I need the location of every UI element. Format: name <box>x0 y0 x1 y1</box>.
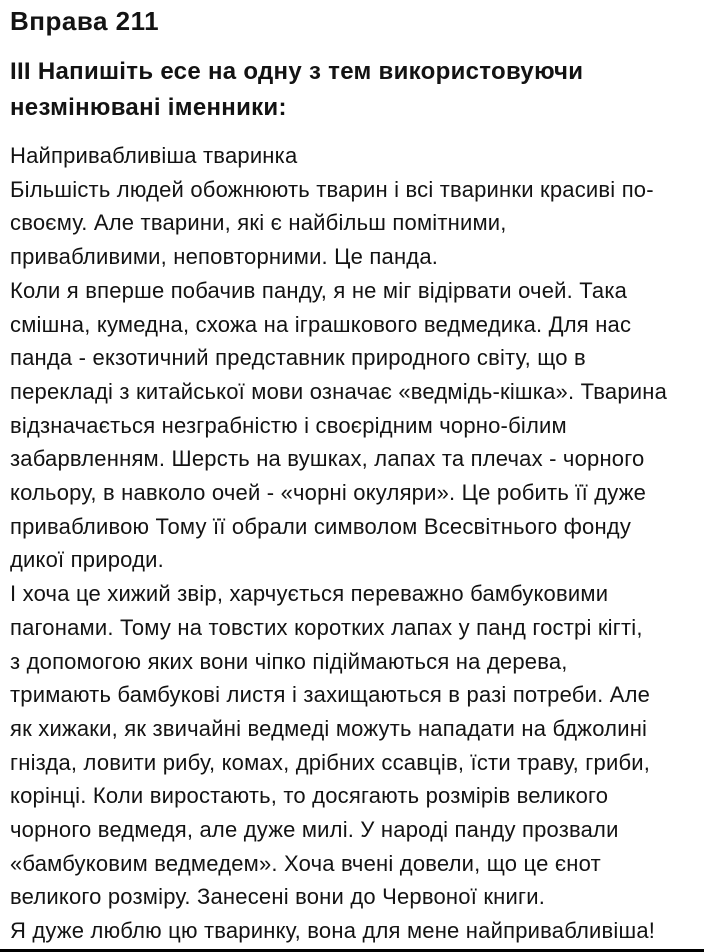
essay-line: І хоча це хижий звір, харчується переважно бамбуковими <box>10 581 609 607</box>
essay-lines <box>10 173 698 948</box>
essay-line: як хижаки, як звичайні ведмеді можуть нападати на бджолині <box>10 715 648 741</box>
exercise-title: Вправа 211 <box>10 6 160 36</box>
essay-line: привабливими, неповторними. Це панда. <box>10 244 439 270</box>
essay-line: Більшість людей обожнюють тварин і всі тваринки красиві по- <box>10 176 654 202</box>
essay-line: чорного ведмедя, але дуже милі. У народі панду прозвали <box>10 817 619 843</box>
essay-line: своєму. Але тварини, які є найбільш помітними, <box>10 210 507 236</box>
essay-line: панда - екзотичний представник природного світу, що в <box>10 345 586 371</box>
essay-line: кольору, в навколо очей - «чорні окуляри». Це робить її дуже <box>10 480 647 506</box>
essay-line: гнізда, ловити рибу, комах, дрібних ссавців, їсти траву, гриби, <box>10 749 651 775</box>
essay-line: відзначається незграбністю і своєрідним чорно-білим <box>10 412 567 438</box>
essay-line: привабливою Тому її обрали символом Всесвітнього фонду <box>10 513 632 539</box>
essay-line: Я дуже люблю цю тваринку, вона для мене найпривабливіша! <box>10 918 656 944</box>
essay-line: пагонами. Тому на товстих коротких лапах у панд гострі кігті, <box>10 614 643 640</box>
essay-line: Коли я вперше побачив панду, я не міг відірвати очей. Така <box>10 277 628 303</box>
essay-line: тримають бамбукові листя і захищаються в разі потреби. Але <box>10 682 651 708</box>
essay-line: перекладі з китайської мови означає «ведмідь-кішка». Тварина <box>10 378 668 404</box>
task-heading <box>10 54 698 126</box>
task-heading-line: незмінювані іменники: <box>10 94 287 121</box>
essay-line: дикої природи. <box>10 547 164 573</box>
essay-line: забарвленням. Шерсть на вушках, лапах та плечах - чорного <box>10 446 645 472</box>
task-heading-line: III Напишіть есе на одну з тем використовуючи <box>10 58 584 85</box>
essay-line: корінці. Коли виростають, то досягають розмірів великого <box>10 783 609 809</box>
essay-title: Найпривабливіша тваринка <box>10 143 298 168</box>
essay-body <box>10 139 698 948</box>
essay-line: великого розміру. Занесені вони до Червоної книги. <box>10 884 546 910</box>
essay-line: смішна, кумедна, схожа на іграшкового ведмедика. Для нас <box>10 311 632 337</box>
essay-line: з допомогою яких вони чіпко підіймаються на дерева, <box>10 648 568 674</box>
essay-line: «бамбуковим ведмедем». Хоча вчені довели, що це єнот <box>10 850 601 876</box>
